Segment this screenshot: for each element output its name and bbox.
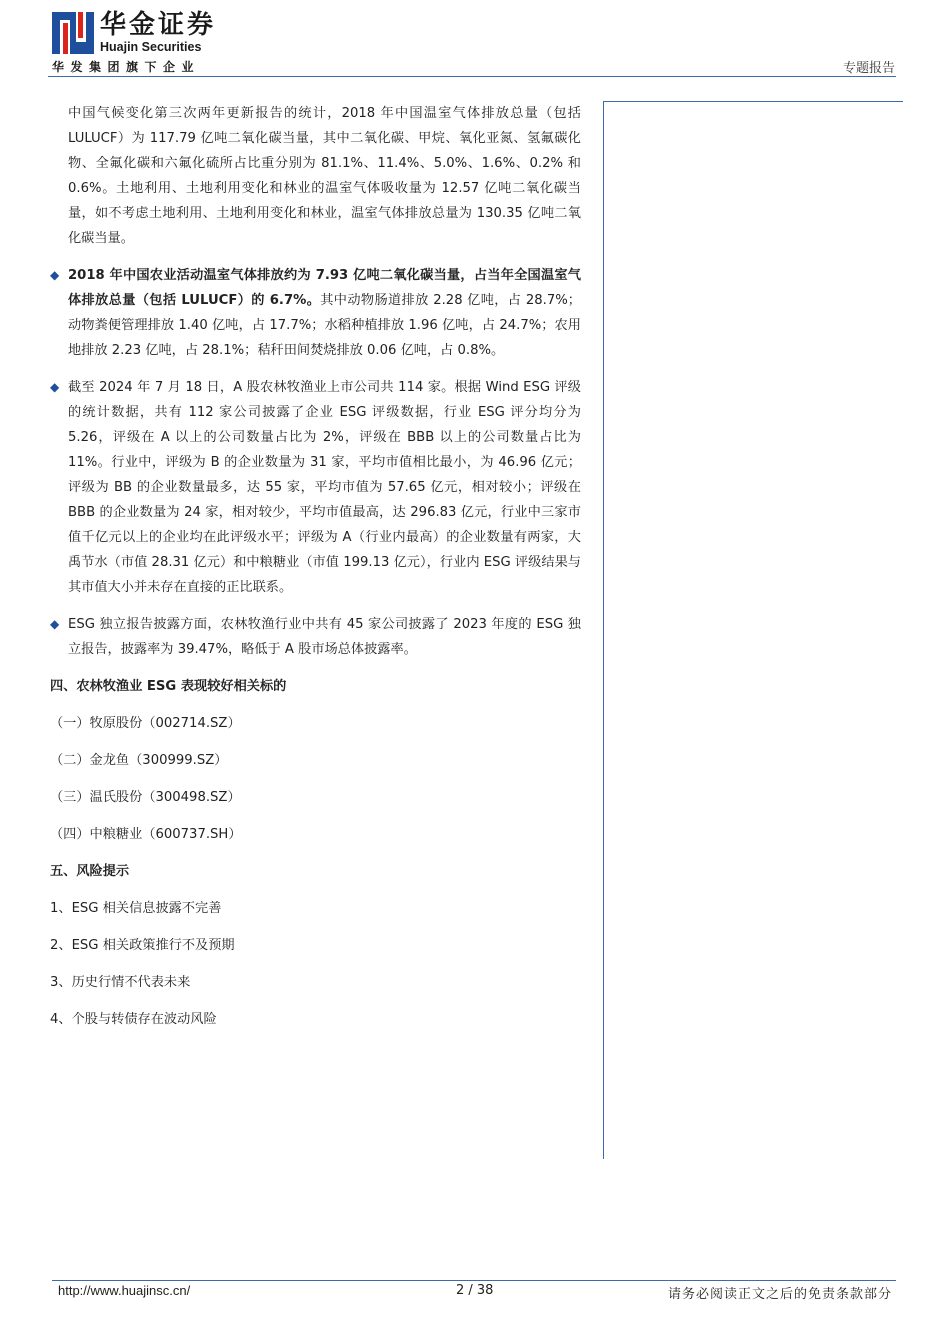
stock-item: （四）中粮糖业（600737.SH） [50,827,242,842]
bullet-bold-text: 2018 年中国农业活动温室气体排放约为 7.93 亿吨二氧化碳当量，占当年全国温室气体排放总量（包括 LULUCF）的 6.7%。 [68,268,581,308]
risk-item: 1、ESG 相关信息披露不完善 [50,901,222,916]
stock-item: （三）温氏股份（300498.SZ） [50,790,241,805]
section-heading-4: 四、农林牧渔业 ESG 表现较好相关标的 [50,679,287,694]
diamond-bullet-icon: ◆ [50,380,60,394]
paragraph-emissions: 中国气候变化第三次两年更新报告的统计，2018 年中国温室气体排放总量（包括 LULUCF）为 117.79 亿吨二氧化碳当量，其中二氧化碳、甲烷、氧化亚氮、氢氟碳化物、全氟化碳和六氟化硫所占比重分别为 81.1%、11.4%、5.0%、1.6%、0.2% 和 0.6%。土地利用、土地利用变化和林业的温室气体吸收量为 12.57 亿吨二氧化碳当量，如不考虑土地利用、土地利用变化和林业，温室气体排放总量为 130.35 亿吨二氧化碳当量。 [68,106,581,246]
footer-url-link[interactable]: http://www.huajinsc.cn/ [58,1283,191,1298]
huajin-logo-icon [52,12,94,54]
stock-item: （一）牧原股份（002714.SZ） [50,716,241,731]
diamond-bullet-icon: ◆ [50,268,60,282]
brand-name-cn: 华金证券 [100,10,217,40]
stock-item: （二）金龙鱼（300999.SZ） [50,753,228,768]
bullet-text: 其中动物肠道排放 2.28 亿吨，占 28.7%；动物粪便管理排放 1.40 亿吨，占 17.7%；水稻种植排放 1.96 亿吨，占 24.7%；农用地排放 2.23 亿吨，占 28.1%；秸秆田间焚烧排放 0.06 亿吨，占 0.8%。 [68,293,581,358]
sidebar-divider-vertical [603,101,604,1159]
bullet-text: ESG 独立报告披露方面，农林牧渔行业中共有 45 家公司披露了 2023 年度的 ESG 独立报告，披露率为 39.47%，略低于 A 股市场总体披露率。 [68,617,581,657]
bullet-text: 截至 2024 年 7 月 18 日，A 股农林牧渔业上市公司共 114 家。根据 Wind ESG 评级的统计数据，共有 112 家公司披露了企业 ESG 评级数据，行业 ESG 评分均分为 5.26，评级在 A 以上的公司数量占比为 2%，评级在 BBB 以上的公司数量占比为 11%。行业中，评级为 B 的企业数量为 31 家，平均市值相比最小，为 46.96 亿元；评级为 BB 的企业数量最多，达 55 家，平均市值为 57.65 亿元，相对较小；评级在 BBB 的企业数量为 24 家，相对较少，平均市值最高，达 296.83 亿元，行业中三家市值千亿元以上的企业均在此评级水平；评级为 A（行业内最高）的企业数量有两家，大禹节水（市值 28.31 亿元）和中粮糖业（市值 199.13 亿元），行业内 ESG 评级结果与其市值大小并未存在直接的正比联系。 [68,380,581,595]
header-divider [48,76,896,77]
footer-disclaimer: 请务必阅读正文之后的免责条款部分 [667,1287,892,1302]
bullet-agriculture-emissions [50,263,581,363]
main-content [50,101,581,1044]
report-type-label: 专题报告 [842,61,895,76]
page-number: 2 / 38 [456,1283,494,1298]
bullet-esg-report [50,612,581,662]
brand-block [100,10,216,54]
risk-item: 2、ESG 相关政策推行不及预期 [50,938,235,953]
diamond-bullet-icon: ◆ [50,617,60,631]
risk-item: 4、个股与转债存在波动风险 [50,1012,217,1027]
bullet-esg-rating [50,375,581,600]
sidebar-divider-top [603,101,903,102]
section-heading-5: 五、风险提示 [50,864,130,879]
brand-name-en: Huajin Securities [100,40,202,54]
risk-item: 3、历史行情不代表未来 [50,975,191,990]
group-tagline: 华发集团旗下企业 [52,60,201,74]
footer-divider [52,1280,896,1281]
